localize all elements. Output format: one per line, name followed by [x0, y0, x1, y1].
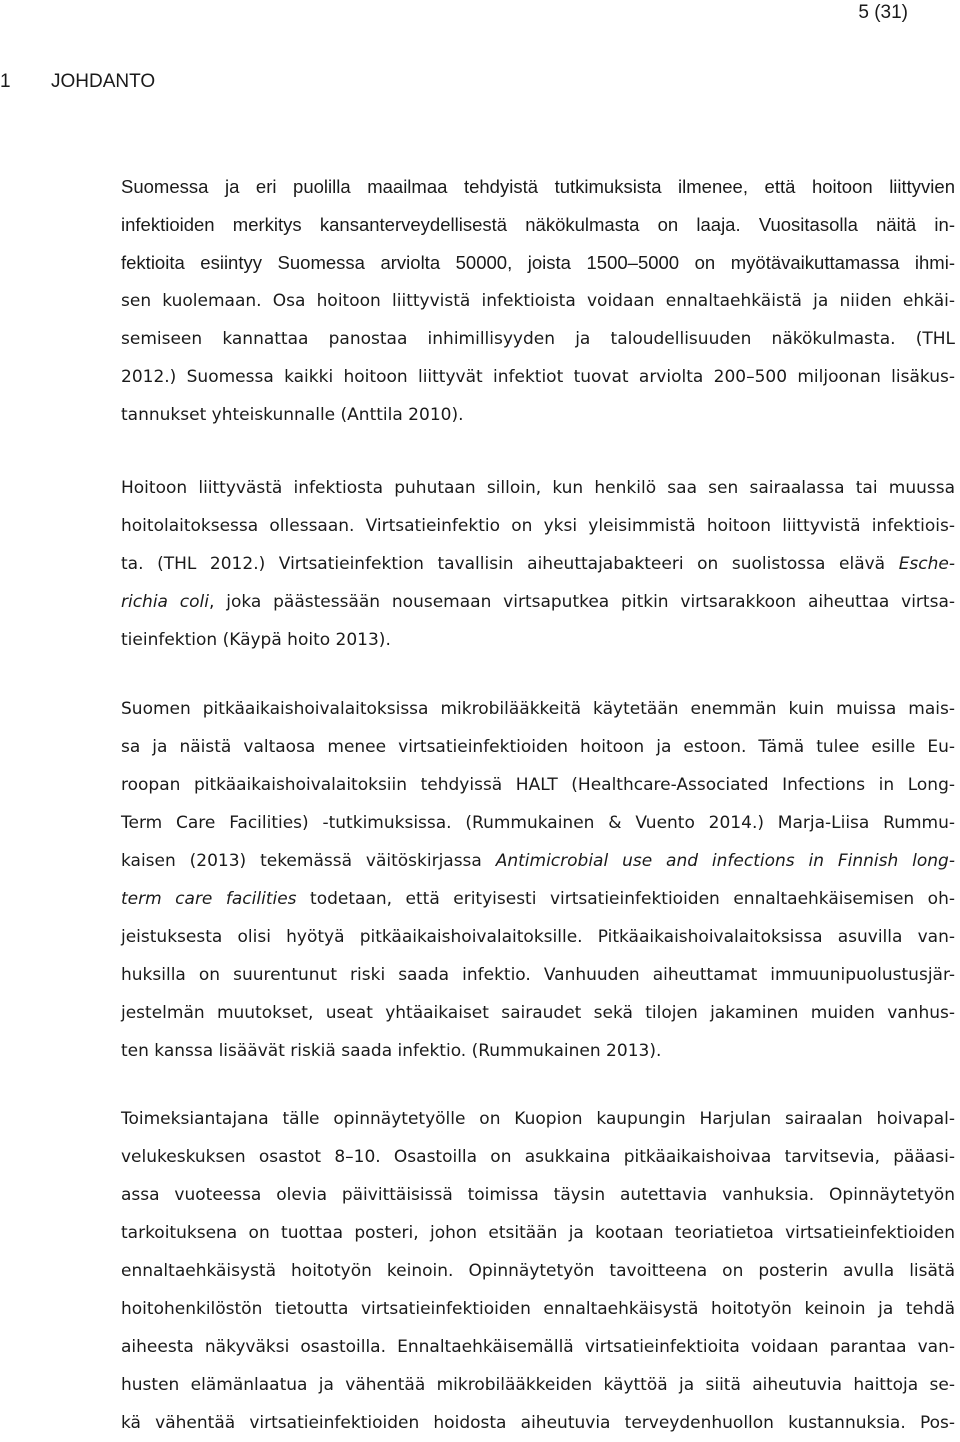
italic-term: richia coli [121, 592, 209, 612]
italic-term: term care facilities [121, 889, 297, 909]
text-line: husten elämänlaatua ja vähentää mikrobilääkkeiden käyttöä ja siitä aiheutuvia haittoja se- [121, 1375, 955, 1395]
text-line: roopan pitkäaikaishoivalaitoksiin tehdyissä HALT (Healthcare-Associated Infections in Long- [121, 775, 955, 795]
text-line: richia coli, joka päästessään nousemaan virtsaputkea pitkin virtsarakkoon aiheuttaa virtsa- [121, 592, 955, 612]
paragraph-1 [121, 168, 955, 434]
text-line: tieinfektion (Käypä hoito 2013). [121, 630, 391, 650]
text-line: jeistuksesta olisi hyötyä pitkäaikaishoivalaitoksille. Pitkäaikaishoivalaitoksissa asuvilla van- [121, 927, 955, 947]
paragraph-2 [121, 469, 955, 659]
text-line: sa ja näistä valtaosa menee virtsatieinfektioiden hoitoon ja estoon. Tämä tulee esille Eu- [121, 737, 955, 757]
text-line: huksilla on suurentunut riski saada infektio. Vanhuuden aiheuttamat immuunipuolustusjär- [121, 965, 955, 985]
text-line: Suomessa ja eri puolilla maailmaa tehdyistä tutkimuksista ilmenee, että hoitoon liittyvien [121, 176, 955, 197]
text-line: jestelmän muutokset, useat yhtäaikaiset sairaudet sekä tilojen jakaminen muiden vanhus- [121, 1003, 955, 1023]
italic-term: Antimicrobial use and infections in Finnish long- [495, 851, 955, 871]
text-line: kaisen (2013) tekemässä väitöskirjassa Antimicrobial use and infections in Finnish long- [121, 851, 955, 871]
text-line: 2012.) Suomessa kaikki hoitoon liittyvät infektiot tuovat arviolta 200–500 miljoonan lisäkus- [121, 367, 955, 387]
text-line: sen kuolemaan. Osa hoitoon liittyvistä infektioista voidaan ennaltaehkäistä ja niiden ehkäi- [121, 291, 955, 311]
paragraph-4 [121, 1100, 955, 1442]
text-line: aiheesta näkyväksi osastoilla. Ennaltaehkäisemällä virtsatieinfektioita voidaan parantaa van- [121, 1337, 955, 1357]
chapter-heading [0, 70, 300, 94]
text-line: ennaltaehkäisystä hoitotyön keinoin. Opinnäytetyön tavoitteena on posterin avulla lisätä [121, 1261, 955, 1281]
text-line: infektioiden merkitys kansanterveydellisestä näkökulmasta on laaja. Vuositasolla näitä in- [121, 214, 955, 235]
text-line: assa vuoteessa olevia päivittäisissä toimissa täysin autettavia vanhuksia. Opinnäytetyön [121, 1185, 955, 1205]
text-line: velukeskuksen osastot 8–10. Osastoilla on asukkaina pitkäaikaishoivaa tarvitsevia, pääasi- [121, 1147, 955, 1167]
text-line: hoitohenkilöstön tietoutta virtsatieinfektioiden ennaltaehkäisystä hoitotyön keinoin ja tehdä [121, 1299, 955, 1319]
text-line: Term Care Facilities) -tutkimuksissa. (Rummukainen & Vuento 2014.) Marja-Liisa Rummu- [121, 813, 955, 833]
italic-term: Esche- [898, 554, 955, 574]
text-line: kä vähentää virtsatieinfektioiden hoidosta aiheutuvia terveydenhuollon kustannuksia. Pos- [121, 1413, 955, 1433]
text-line: Toimeksiantajana tälle opinnäytetyölle on Kuopion kaupungin Harjulan sairaalan hoivapal- [121, 1109, 955, 1129]
text-line: ta. (THL 2012.) Virtsatieinfektion tavallisin aiheuttajabakteeri on suolistossa elävä Esche- [121, 554, 955, 574]
text-line: ten kanssa lisäävät riskiä saada infektio. (Rummukainen 2013). [121, 1041, 662, 1061]
text-line: tarkoituksena on tuottaa posteri, johon etsitään ja kootaan teoriatietoa virtsatieinfektioiden [121, 1223, 955, 1243]
text-line: term care facilities todetaan, että erityisesti virtsatieinfektioiden ennaltaehkäisemisen oh- [121, 889, 955, 909]
chapter-number: 1 [0, 71, 11, 92]
text-line: fektioita esiintyy Suomessa arviolta 50000, joista 1500–5000 on myötävaikuttamassa ihmi- [121, 252, 955, 273]
paragraph-3 [121, 690, 955, 1070]
text-line: semiseen kannattaa panostaa inhimillisyyden ja taloudellisuuden näkökulmasta. (THL [121, 329, 955, 349]
chapter-title: JOHDANTO [51, 71, 156, 92]
text-line: Hoitoon liittyvästä infektiosta puhutaan silloin, kun henkilö saa sen sairaalassa tai muussa [121, 478, 955, 498]
text-line: Suomen pitkäaikaishoivalaitoksissa mikrobilääkkeitä käytetään enemmän kuin muissa mais- [121, 699, 955, 719]
text-line: tannukset yhteiskunnalle (Anttila 2010). [121, 405, 464, 425]
text-line: hoitolaitoksessa ollessaan. Virtsatieinfektio on yksi yleisimmistä hoitoon liittyvistä infektiois- [121, 516, 955, 536]
page-number: 5 (31) [858, 2, 908, 23]
